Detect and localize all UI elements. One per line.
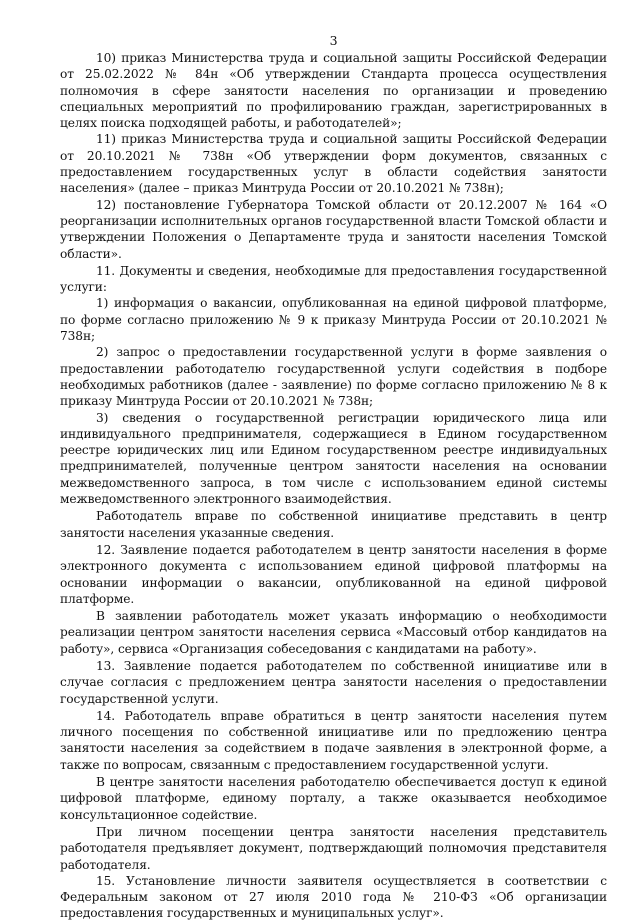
paragraph-section-15: 15. Установление личности заявителя осуществляется в соответствии с Федеральным законом от 27 июля 2010 года № 210-ФЗ «Об организации предоставления государственных и муниципальных услуг». [60, 873, 607, 921]
paragraph-subitem-3: 3) сведения о государственной регистрации юридического лица или индивидуального предпринимателя, содержащиеся в Едином государственном реестре юридических лиц или Едином государственном реестре индивидуальных предпринимателей, полученные центром занятости населения на основании межведомственного запроса, в том числе с использованием единой системы межведомственного электронного взаимодействия. [60, 410, 607, 507]
paragraph-access: В центре занятости населения работодателю обеспечивается доступ к единой цифровой платформе, единому порталу, а также оказывается необходимое консультационное содействие. [60, 775, 607, 822]
paragraph-item-10: 10) приказ Министерства труда и социальной защиты Российской Федерации от 25.02.2022 № 84н «Об утверждении Стандарта процесса осуществления полномочия в сфере занятости населения по организации и проведению специальных мероприятий по профилированию граждан, зарегистрированных в целях поиска подходящей работы, и работодателей»; [60, 51, 607, 131]
paragraph-item-11: 11) приказ Министерства труда и социальной защиты Российской Федерации от 20.10.2021 № 738н «Об утверждении форм документов, связанных с предоставлением государственных услуг в области содействия занятости населения» (далее – приказ Минтруда России от 20.10.2021 № 738н); [60, 132, 607, 196]
paragraph-subitem-1: 1) информация о вакансии, опубликованная на единой цифровой платформе, по форме согласно приложению № 9 к приказу Минтруда России от 20.10.2021 № 738н; [60, 296, 607, 344]
paragraph-visit: При личном посещении центра занятости населения представитель работодателя предъявляет документ, подтверждающий полномочия представителя работодателя. [60, 824, 607, 872]
paragraph-section-13: 13. Заявление подается работодателем по собственной инициативе или в случае согласия с предложением центра занятости населения о предоставлении государственной услуги. [60, 658, 607, 706]
paragraph-section-11: 11. Документы и сведения, необходимые для предоставления государственной услуги: [60, 263, 607, 295]
paragraph-subitem-2: 2) запрос о предоставлении государственной услуги в форме заявления о предоставлении работодателю государственной услуги содействия в подборе необходимых работников (далее - заявление) по форме согласно приложению № 8 к приказу Минтруда России от 20.10.2021 № 738н; [60, 345, 607, 409]
paragraph-item-12: 12) постановление Губернатора Томской области от 20.12.2007 № 164 «О реорганизации исполнительных органов государственной власти Томской области и утверждении Положения о Департаменте труда и занятости населения Томской области». [60, 197, 607, 261]
paragraph-section-14: 14. Работодатель вправе обратиться в центр занятости населения путем личного посещения по собственной инициативе или по предложению центра занятости населения за содействием в подаче заявления в электронной форме, а также по вопросам, связанным с предоставлением государственной услуги. [60, 708, 607, 772]
page-number: 3 [329, 33, 338, 48]
paragraph-section-12: 12. Заявление подается работодателем в центр занятости населения в форме электронного документа с использованием единой цифровой платформы на основании информации о вакансии, опубликованной на единой цифровой платформе. [60, 542, 607, 606]
paragraph-services: В заявлении работодатель может указать информацию о необходимости реализации центром занятости населения сервиса «Массовый отбор кандидатов на работу», сервиса «Организация собеседования с кандидатами на работу». [60, 609, 607, 656]
paragraph-employer-right: Работодатель вправе по собственной инициативе представить в центр занятости населения указанные сведения. [60, 509, 607, 540]
